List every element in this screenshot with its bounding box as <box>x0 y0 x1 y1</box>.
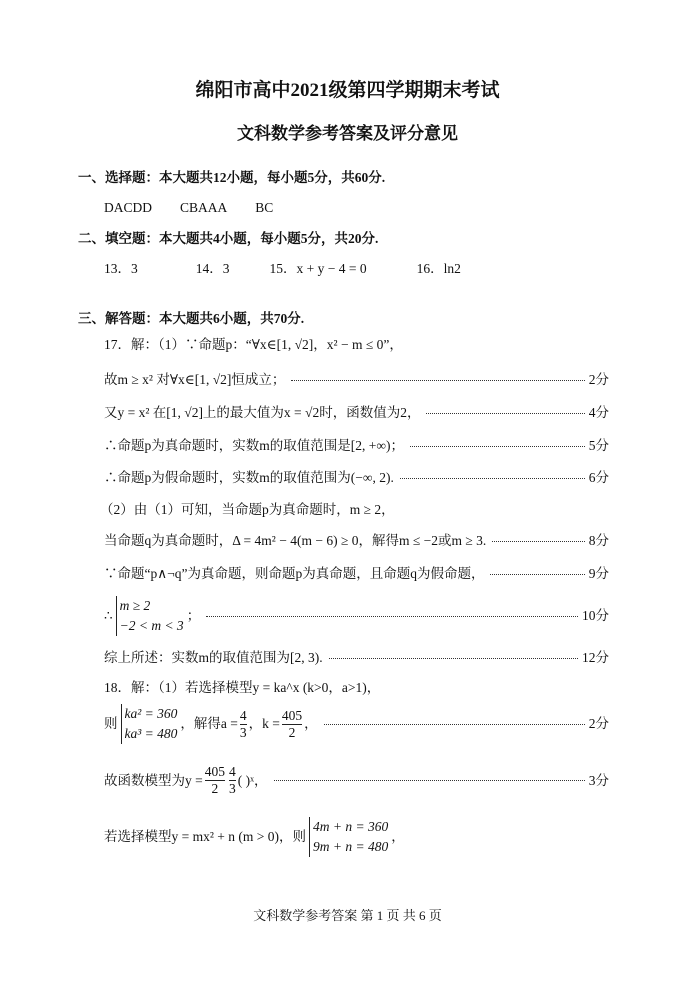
line-text: ， <box>391 829 405 844</box>
solution-line <box>104 531 609 551</box>
solution-line <box>104 817 609 857</box>
solution-line <box>104 648 609 668</box>
solution-line <box>104 403 609 423</box>
score: 8分 <box>588 533 609 548</box>
dotted-leader <box>274 780 585 781</box>
page-footer: 文科数学参考答案 第 1 页 共 6 页 <box>253 908 442 923</box>
equation: 4m + n = 360 <box>313 819 389 834</box>
dotted-leader <box>426 413 584 414</box>
fraction <box>205 764 225 797</box>
score: 2分 <box>588 372 609 387</box>
fraction <box>282 708 302 741</box>
condition-system <box>104 596 200 636</box>
choice-answers <box>104 198 609 218</box>
solution-line <box>104 370 609 390</box>
line-text: 当命题q为真命题时，Δ = 4m² − 4(m − 6) ≥ 0，解得m ≤ −2或m ≥ 3. <box>104 533 487 548</box>
line-text: ， <box>304 716 318 731</box>
document-subtitle: 文科数学参考答案及评分意见 <box>237 124 458 143</box>
equation: −2 < m < 3 <box>119 618 184 633</box>
solution-line <box>104 764 609 797</box>
line-text: 综上所述：实数m的取值范围为[2, 3). <box>104 650 323 665</box>
fill-answer: 14．3 <box>195 261 230 276</box>
line-text: 故函数模型为y = <box>104 772 203 788</box>
equation-system <box>121 704 178 744</box>
line-text: ( )ˣ， <box>237 772 268 788</box>
line-text: 若选择模型y = mx² + n (m > 0)，则 <box>104 829 307 844</box>
answer-group: CBAAA <box>180 200 228 215</box>
dotted-leader <box>490 574 584 575</box>
answer-key-page <box>78 78 609 857</box>
score: 4分 <box>588 405 609 420</box>
section2-heading: 二、填空题：本大题共4小题，每小题5分，共20分. <box>78 231 379 246</box>
score: 9分 <box>588 566 609 581</box>
solution-line <box>104 436 609 456</box>
model-formula <box>104 764 268 797</box>
document-title: 绵阳市高中2021级第四学期期末考试 <box>195 80 500 101</box>
fraction <box>240 708 247 741</box>
inequality-system <box>116 596 184 636</box>
therefore-symbol: ∴ <box>104 608 113 623</box>
model-system <box>104 817 405 857</box>
line-text: ； <box>186 608 201 623</box>
score: 5分 <box>588 438 609 453</box>
solution-line <box>100 500 609 520</box>
solution-line <box>104 564 609 584</box>
fill-answers <box>104 259 609 279</box>
line-text: 又y = x² 在[1, √2]上的最大值为x = √2时，函数值为2， <box>104 405 421 420</box>
numerator: 4 <box>229 764 236 779</box>
fill-answer: 13．3 <box>104 261 138 276</box>
dotted-leader <box>291 380 584 381</box>
score: 10分 <box>582 608 609 623</box>
solution-line <box>104 678 609 698</box>
line-text: ∴命题p为真命题时，实数m的取值范围是[2, +∞)； <box>104 438 404 453</box>
dotted-leader <box>206 616 578 617</box>
score: 2分 <box>588 716 609 731</box>
line-text: （2）由（1）可知，当命题p为真命题时，m ≥ 2， <box>100 502 395 517</box>
answer-group: BC <box>255 200 274 215</box>
denominator: 2 <box>211 781 219 796</box>
solution-line <box>104 704 609 744</box>
section1-heading: 一、选择题：本大题共12小题，每小题5分，共60分. <box>78 170 386 185</box>
equation: 9m + n = 480 <box>313 839 389 854</box>
denominator: 3 <box>239 724 247 740</box>
score: 6分 <box>588 470 609 485</box>
line-text: ，解得a = <box>180 716 238 731</box>
score: 12分 <box>582 650 609 665</box>
dotted-leader <box>410 446 585 447</box>
score: 3分 <box>588 772 609 788</box>
equation-system <box>309 817 388 857</box>
numerator: 405 <box>204 764 225 779</box>
denominator: 2 <box>288 724 296 740</box>
line-text: ，k = <box>248 716 280 731</box>
answer-group: DACDD <box>104 200 153 215</box>
dotted-leader <box>492 541 584 542</box>
numerator: 4 <box>239 707 247 723</box>
section3-heading: 三、解答题：本大题共6小题，共70分. <box>78 311 305 326</box>
line-text: 则 <box>104 716 118 731</box>
dotted-leader <box>400 478 585 479</box>
line-text: ∴命题p为假命题时，实数m的取值范围为(−∞, 2). <box>104 470 394 485</box>
dotted-leader <box>324 724 585 725</box>
solution-line <box>104 596 609 636</box>
denominator: 3 <box>229 781 236 796</box>
equation: m ≥ 2 <box>119 598 151 613</box>
solution-result <box>104 704 318 744</box>
line-text: 17．解：（1）∵命题p：“∀x∈[1, √2]，x² − m ≤ 0”， <box>104 337 403 352</box>
equation: ka³ = 480 <box>124 726 178 741</box>
solution-line <box>104 335 609 355</box>
solution-line <box>104 468 609 488</box>
line-text: ∵命题“p∧¬q”为真命题，则命题p为真命题，且命题q为假命题， <box>104 566 485 581</box>
numerator: 405 <box>281 707 303 723</box>
equation: ka² = 360 <box>124 706 178 721</box>
fill-answer: 16．ln2 <box>416 261 461 276</box>
fill-answer: 15．x + y − 4 = 0 <box>269 261 367 276</box>
line-text: 故m ≥ x² 对∀x∈[1, √2]恒成立； <box>104 372 286 387</box>
line-text: 18．解：（1）若选择模型y = ka^x (k>0，a>1)， <box>104 680 381 695</box>
dotted-leader <box>329 658 578 659</box>
fraction <box>229 764 236 797</box>
